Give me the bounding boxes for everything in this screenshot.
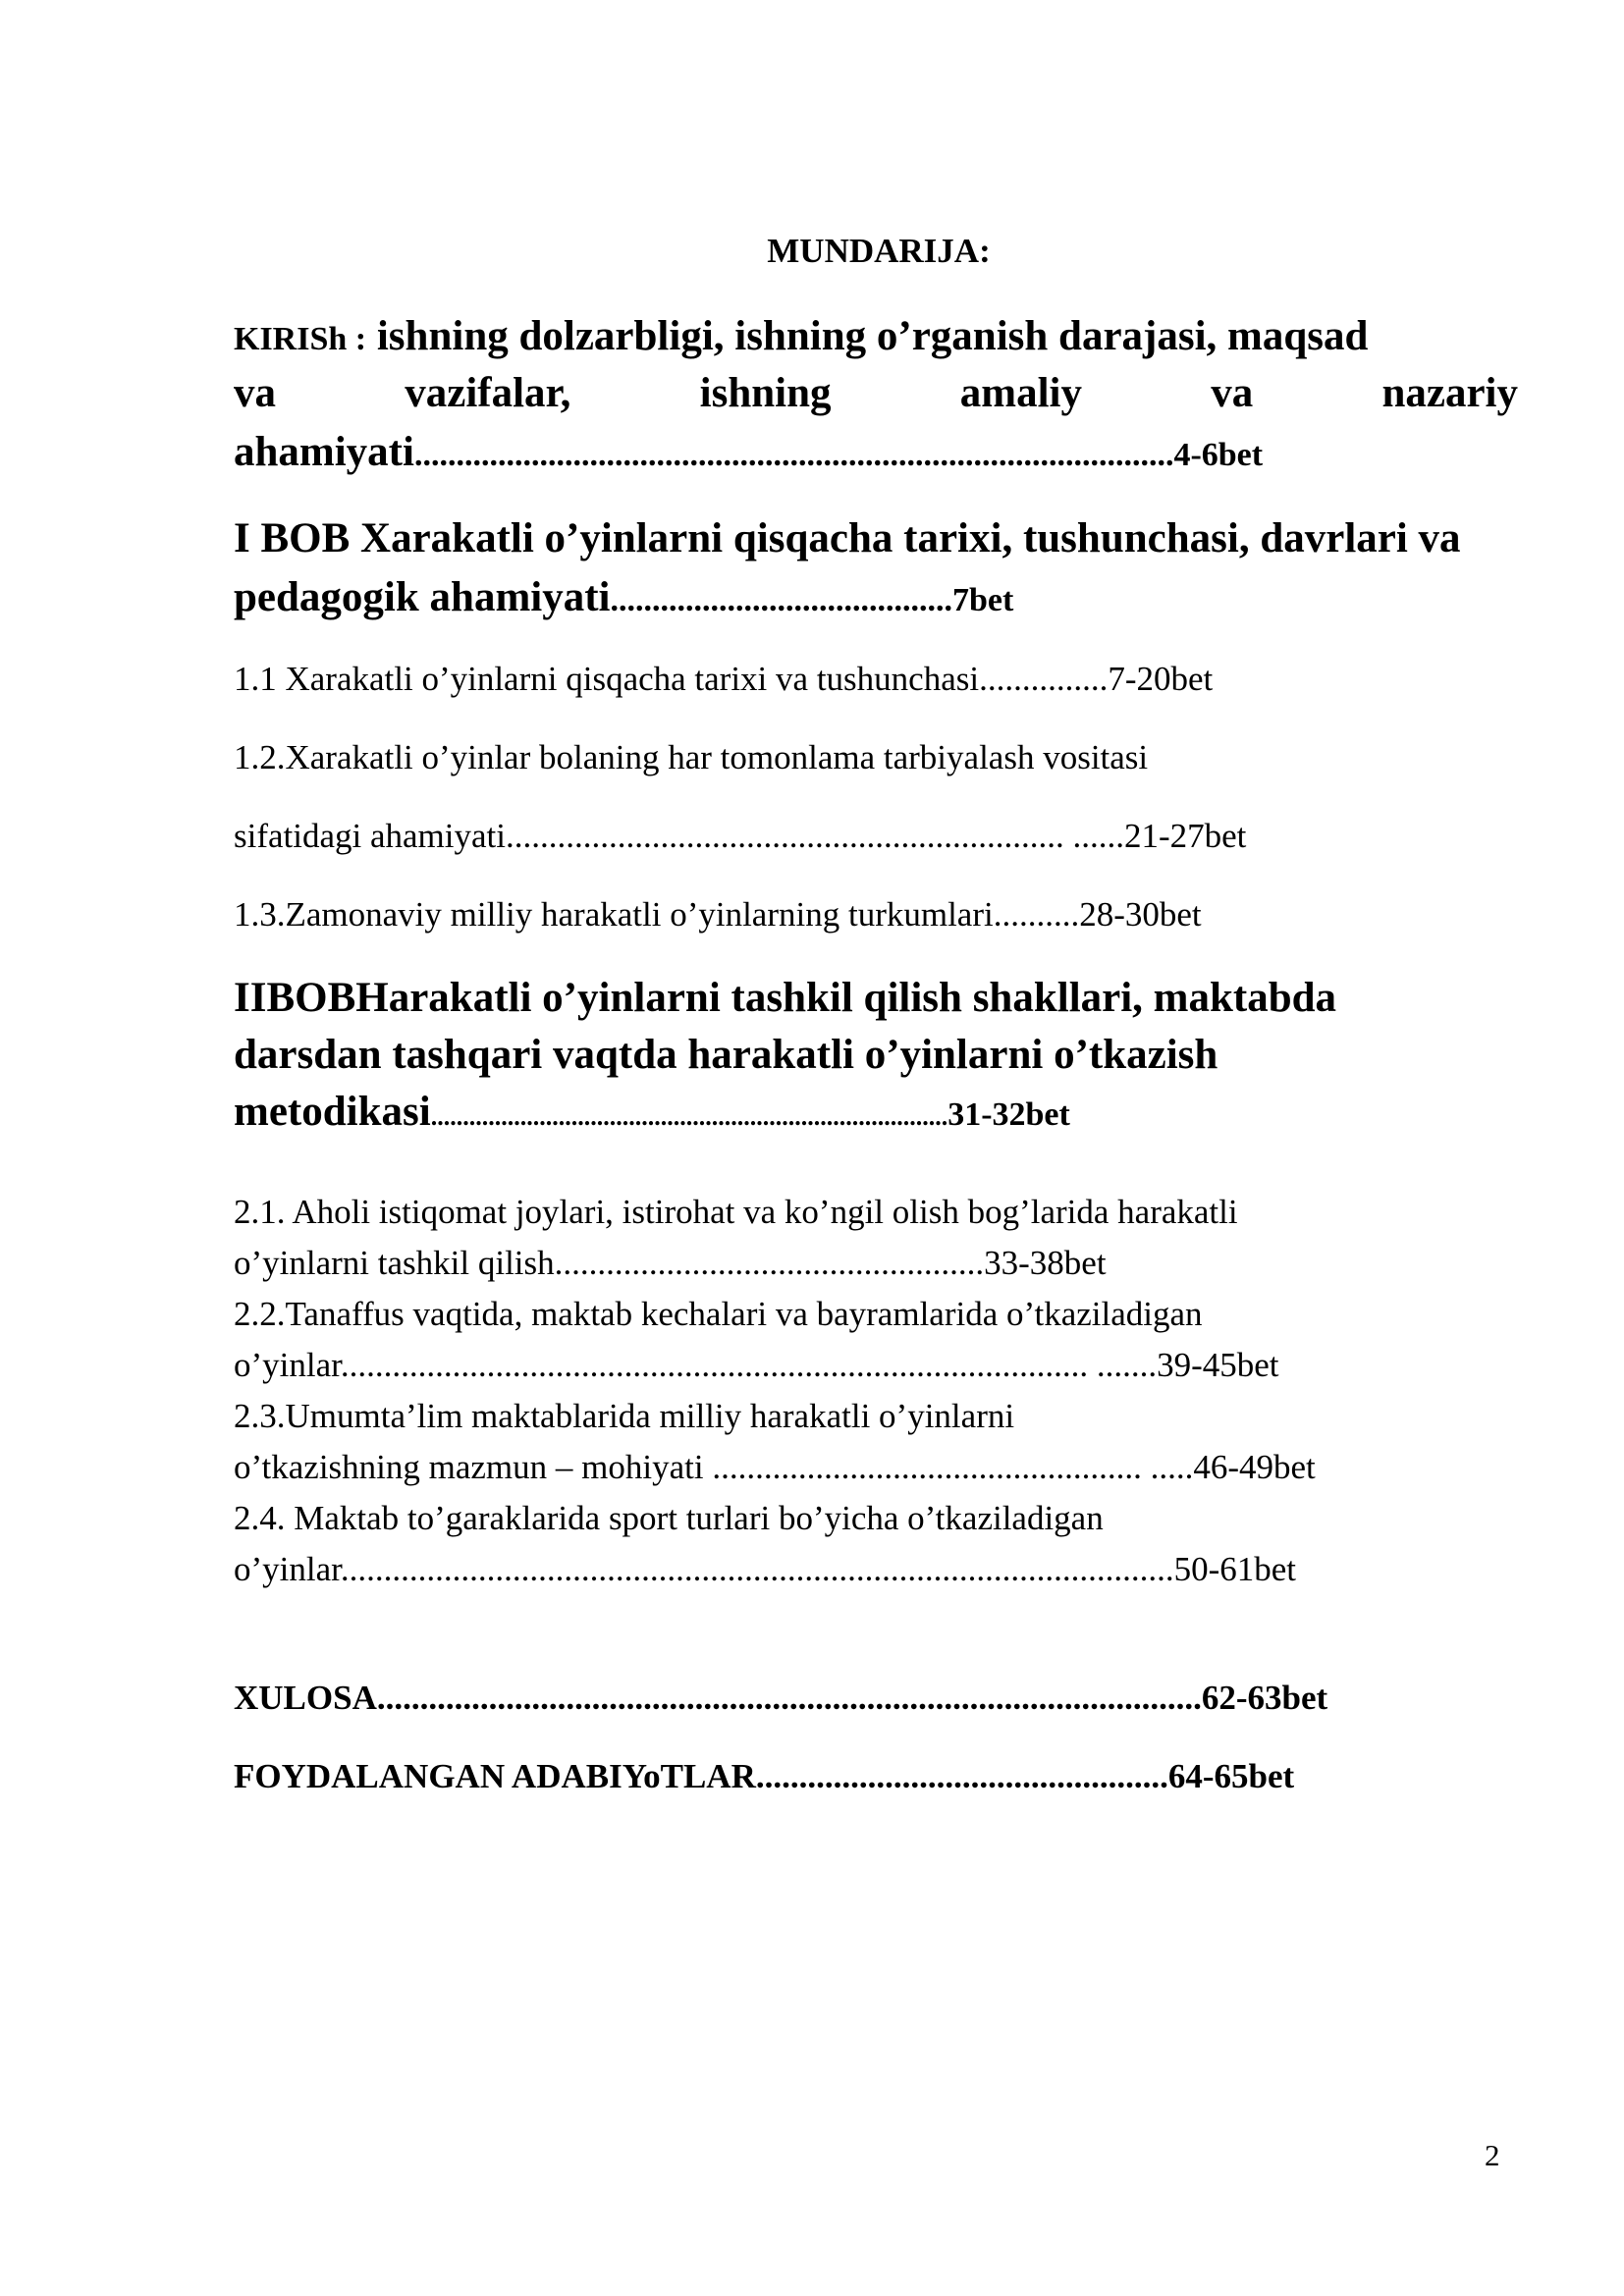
bob2-dots: ................................................................................. (430, 1102, 948, 1131)
toc-entry-1-1: 1.1 Xarakatli o’yinlarni qisqacha tarixi va tushunchasi...............7-20bet (234, 660, 1214, 698)
toc-entry-2-1-line-2: o’yinlarni tashkil qilish..................................................33-38bet (234, 1244, 1107, 1282)
toc-entry-2-1-line-1: 2.1. Aholi istiqomat joylari, istirohat va ko’ngil olish bog’larida harakatli (234, 1193, 1238, 1231)
page-number: 2 (1485, 2138, 1500, 2172)
kirish-line-3 (234, 428, 1263, 476)
bob1-page: 7bet (951, 582, 1014, 618)
kirish-line-3-text: ahamiyati (234, 429, 414, 475)
toc-entry-2-3-line-2: o’tkazishning mazmun – mohiyati .................................................. .....46-49bet (234, 1448, 1316, 1486)
kirish-word: vazifalar, (405, 370, 571, 416)
bob2-page: 31-32bet (947, 1096, 1070, 1133)
kirish-line-1-rest: ishning dolzarbligi, ishning o’rganish darajasi, maqsad (366, 313, 1369, 359)
kirish-line-2 (234, 369, 1518, 417)
toc-entry-1-2-line-2: sifatidagi ahamiyati................................................................. ......21-27bet (234, 817, 1247, 855)
toc-entry-2-4-line-2: o’yinlar.................................................................................................50-61bet (234, 1550, 1297, 1588)
kirish-lead: KIRISh : (234, 321, 367, 357)
kirish-word: va (234, 370, 276, 416)
kirish-dots: ........................................................................................... (413, 437, 1174, 473)
kirish-word: nazariy (1381, 370, 1518, 416)
bob1-dots: ......................................... (610, 582, 952, 618)
page-title: MUNDARIJA: (767, 232, 991, 270)
toc-entry-2-3-line-1: 2.3.Umumta’lim maktablarida milliy harakatli o’yinlarni (234, 1397, 1015, 1435)
kirish-word: ishning (699, 370, 832, 416)
bob1-heading-line-1: I BOB Xarakatli o’yinlarni qisqacha tarixi, tushunchasi, davrlari va (234, 515, 1461, 561)
bob1-line-2-text: pedagogik ahamiyati (234, 574, 611, 620)
toc-entry-2-2-line-1: 2.2.Tanaffus vaqtida, maktab kechalari va bayramlarida o’tkaziladigan (234, 1295, 1203, 1333)
bob1-heading-line-2 (234, 573, 1013, 621)
kirish-word: va (1211, 370, 1254, 416)
bob2-heading-line-2: darsdan tashqari vaqtda harakatli o’yinlarni o’tkazish (234, 1032, 1218, 1078)
bob2-heading-line-3 (234, 1088, 1070, 1136)
kirish-page: 4-6bet (1173, 437, 1264, 473)
toc-entry-2-2-line-2: o’yinlar....................................................................................... .......39-45bet (234, 1346, 1279, 1384)
toc-entry-2-4-line-1: 2.4. Maktab to’garaklarida sport turlari bo’yicha o’tkaziladigan (234, 1499, 1104, 1537)
toc-entry-1-3: 1.3.Zamonaviy milliy harakatli o’yinlarning turkumlari..........28-30bet (234, 895, 1202, 934)
toc-entry-1-2-line-1: 1.2.Xarakatli o’yinlar bolaning har tomonlama tarbiyalash vositasi (234, 738, 1149, 776)
toc-entry-adabiyotlar: FOYDALANGAN ADABIYoTLAR................................................64-65bet (234, 1757, 1295, 1795)
kirish-word: amaliy (959, 370, 1082, 416)
bob2-line-3-text: metodikasi (234, 1089, 431, 1135)
kirish-line-1 (234, 312, 1518, 360)
toc-entry-xulosa: XULOSA................................................................................................62-63bet (234, 1679, 1328, 1717)
bob2-heading-line-1: IIBOBHarakatli o’yinlarni tashkil qilish shakllari, maktabda (234, 975, 1337, 1021)
